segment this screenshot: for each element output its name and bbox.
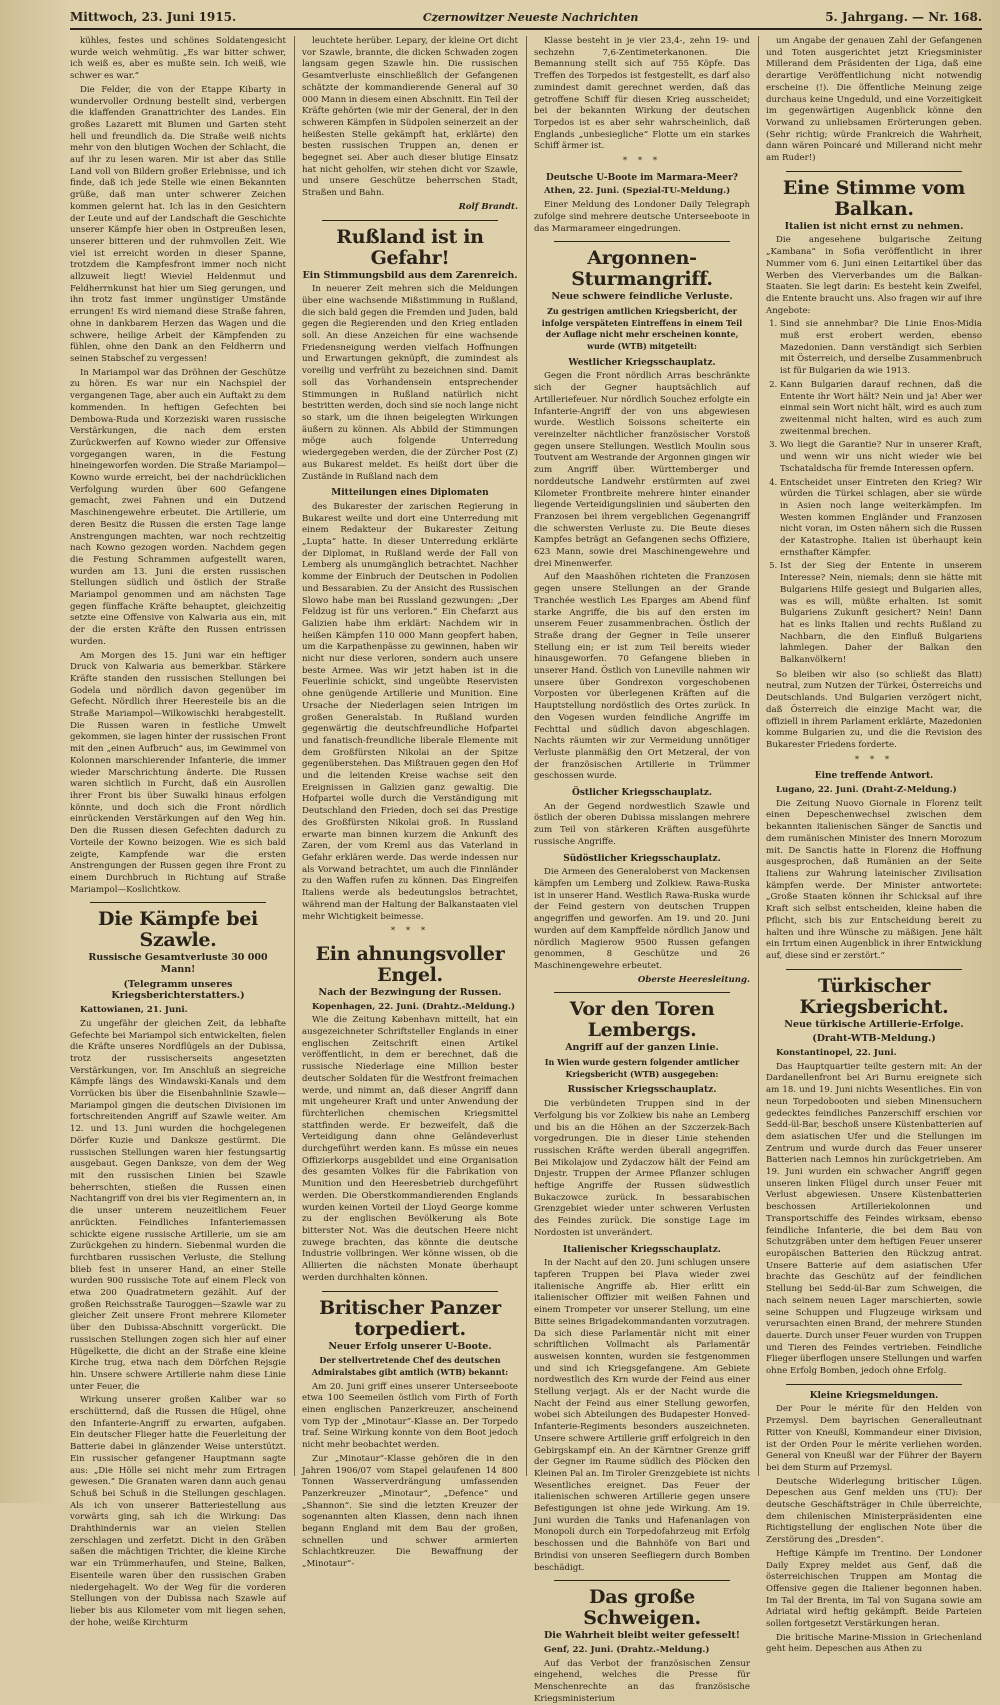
list-item: 5. Ist der Sieg der Entente in unserem Interesse? Nein, niemals; denn sie hätte mit Bulgariens Hilfe gesiegt und Bulgarien alles, was es will, müßte erhalten. Ist somit Bulgariens Zukunft gesichert? Nein! Dann hat es links Italien und rechts Rußland zu Nachbarn, die den Einfluß Bulgariens lahmlegen. Daher der Balkan den Balkanvölkern!: [780, 561, 982, 666]
divider: [786, 969, 962, 970]
paragraph: Deutsche Widerlegung britischer Lügen. Depeschen aus Genf melden uns (TU): Der deutsche Geschäftsträger in Chile überreichte, dem chilenischen Ministerpräsidenten eine Richtigstellung der englischen Note über die Zerstörung des „Dresden“.: [766, 1476, 982, 1546]
paragraph: In neuerer Zeit mehren sich die Meldungen über eine wachsende Mißstimmung in Rußland, die sich bald gegen die Fremden und Juden, bald gegen die Regierenden und den Krieg entladen soll. An diese Anzeichen für eine wachsende Friedensneigung werden vielfach Hoffnungen und Erwartungen geknüpft, die zumindest als voreilig und verfrüht zu bezeichnen sind. Damit soll das Vorhandensein entsprechender Stimmungen in Rußland natürlich nicht bestritten werden, doch sind sie noch lange nicht so stark, um die ihnen beigelegten Wirkungen äußern zu können. Als Abbild der Stimmungen möge auch folgende Unterredung wiedergegeben werden, die der Zürcher Post (Z) aus Bukarest meldet. Es heißt dort über die Zustände in Rußland nach dem: [302, 284, 518, 482]
paragraph: um Angabe der genauen Zahl der Gefangenen und Toten ausgerichtet jetzt Kriegsminister Millerand dem Präsidenten der Liga, daß eine derartige Veröffentlichung nicht notwendig erscheine (!). Die öffentliche Meinung zeige durchaus keine Ungeduld, und eine Vorzeitigkeit im gegenwärtigen Augenblick könne den Vorwand zu unliebsamen Erörterungen geben. (Sehr richtig; würde Frankreich die Wahrheit, dann wären Poincaré und Millerand nicht mehr am Ruder!): [766, 36, 982, 164]
article-body: [534, 371, 750, 783]
dateline: Kopenhagen, 22. Juni. (Drahtz.-Meldung.): [312, 1001, 516, 1012]
article-body: [534, 1258, 750, 1574]
section-heading: Südöstlicher Kriegsschauplatz.: [563, 853, 721, 864]
paragraph: Das Hauptquartier teilte gestern mit: An der Dardanellenfront bei Ari Burnu ereignete sich am 18. und 19. Juni nichts Wesentliches. Ein von neun Torpedobooten und sieben Minensuchern gedecktes feindliches Panzerschiff erschien vor Sedd-ül-Bar, beschoß unsere Küstenbatterien auf dem asiatischen Ufer und die Stellungen im Zentrum und wurde durch das Feuer unserer Batterien nach Lemnos hin zurückgetrieben. Am 19. Juni wurden ein schwacher Angriff gegen unseren linken Flügel durch unser Feuer mit Verlust abgewiesen. Unsere Küstenbatterien beschossen Artilleriekolonnen und Transportschiffe des Feindes wirksam, ebenso feindliche Infanterie, die bei dem Bau von Schutzgräben unter dem heftigen Feuer unserer europäischen Batterien den Rückzug antrat. Unsere Batterie auf dem asiatischen Ufer brachte das Geschütz auf der feindlichen Stellung bei Sedd-ül-Bar zum Schweigen, die nach seinem neuen Lager marschierten, sowie seine Schuppen und Flugzeuge wirksam und verursachten einen Brand, der mehrere Stunden dauerte. Durch unser Feuer wurden von Truppen und Tieren des Feindes vertrieben. Feindliche Flieger überflogen unsere Stellungen und warfen ohne Erfolg Bomben, jedoch ohne Erfolg.: [766, 1061, 982, 1377]
divider: [554, 241, 730, 242]
subhead: Italien ist nicht ernst zu nehmen.: [784, 220, 964, 232]
subhead: Nach der Bezwingung der Russen.: [318, 986, 502, 998]
subhead: Neuer Erfolg unserer U-Boote.: [328, 1340, 492, 1352]
article-continuation: [766, 36, 982, 165]
article-body: [534, 802, 750, 849]
paragraph: Zur „Minotaur“-Klasse gehören die in den Jahren 1906/07 vom Stapel gelaufenen 14 800 Tonnen Wasserverdrängung umfassenden Panzerkreuzer „Minotaur“, „Defence“ und „Shannon“. Sie sind die letzten Kreuzer der sogenannten alten Klassen, denn nach ihnen begann England mit dem Bau der großen, schnellen und schwer armierten Schlachtkreuzer. Die Bewaffnung der „Minotaur“-: [302, 1453, 518, 1570]
separator-stars: * * *: [390, 926, 430, 937]
masthead-date: Mittwoch, 23. Juni 1915.: [70, 10, 237, 24]
subhead: Russische Gesamtverluste 30 000 Mann!: [88, 952, 268, 976]
headline-lemberg: Vor den Toren Lembergs.: [569, 998, 715, 1042]
article-body: [302, 1382, 518, 1571]
divider: [786, 171, 962, 172]
notice: In Wien wurde gestern folgender amtlicher Kriegsbericht (WTB) ausgegeben:: [544, 1057, 740, 1079]
divider: [322, 1291, 498, 1292]
paragraph: Wie die Zeitung København mitteilt, hat ein ausgezeichneter Schriftsteller Englands in einer englischen Zeitschrift einen Artikel veröffentlicht, in dem er berechnet, daß die russische Niederlage eine Million bester deutscher Soldaten für die Westfront freimachen werde, und nimmt an, daß dieser Angriff dann mit ungeheurer Kraft und unter Anwendung der fürchterlichen chemischen Kriegsmittel stattfinden werde. Er bezweifelt, daß die Verteidigung dann ohne Geländeverlust durchgeführt werden kann. Es müsse ein neues Offizierkorps ausgebildet und eine Organisation des gesamten Volkes für die Fabrikation von Munition und den Heeresbetrieb durchgeführt werden. Die Oberstkommandierenden Englands wurden keinen Vorteil der Lloyd George komme zu der englischen Bevölkerung als Bote bitterster Not. Was die deutschen Heere nicht zuwege brachten, das könnte die deutsche Industrie vollbringen. Wer könne wissen, ob die Alliierten die nächsten Monate überhaupt werden durchhalten können.: [302, 1015, 518, 1283]
headline-szawle: Die Kämpfe bei Szawle.: [98, 908, 258, 952]
divider: [90, 902, 266, 903]
signature: Oberste Heeresleitung.: [637, 974, 750, 985]
dateline: Athen, 22. Juni. (Spezial-TU-Meldung.): [544, 186, 731, 197]
article-body: [766, 670, 982, 752]
list-item: 1. Sind sie annehmbar? Die Linie Enos-Midia muß erst erobert werden, ebenso Mazedonien. Dann verständigt sich Serbien mit Österreich, und derselbe Zusammenbruch ist für Bulgarien da wie 1913.: [780, 319, 982, 378]
article-body: [302, 1015, 518, 1284]
article-continuation: [534, 36, 750, 153]
paragraph: In der Nacht auf den 20. Juni schlugen unsere tapferen Truppen bei Plava wieder zwei italienische Angriffe ab. Hier erlitt ein italienischer Offizier mit weißen Fahnen und einem Trompeter vor unserer Stellung, um eine Bitte seines Brigadekommandanten vorzutragen. Da sich diese Parlamentär nicht mit einer schriftlichen Vollmacht als Parlamentär ausweisen konnten, wurden sie festgenommen und sind ich Kriegsgefangene. Am Gebiete nordwestlich des Krn wurde der Feind aus einer Stellung verjagt. Als er der Nacht wurde die Nacht der Feind aus einer Stellung geworfen, wobei sich Abteilungen des Budapester Honved-Infanterie-Regiments besonders auszeichneten. Unsere schwere Artillerie griff erfolgreich in den Gebirgskampf ein. An der Kärntner Grenze griff der Gegner im Raume südlich des Plöcken den Kleinen Pal an. Im Tiroler Grenzgebiete ist nichts Wesentliches ereignet. Das Feuer der italienischen schweren Artillerie gegen unsere Befestigungen ist ohne jede Wirkung. Am 19. Juni wurden die Tanks und Hafenanlagen von Monopoli durch ein Torpedofahrzeug mit Erfolg beschossen und die Bahnhöfe von Bari und Brindisi von unseren Seefliegern durch Bomben beschädigt.: [534, 1258, 750, 1573]
section-heading: Eine treffende Antwort.: [814, 771, 934, 782]
list-item: 4. Entscheidet unser Eintreten den Krieg? Wir würden die Türkei schlagen, aber sie würde in Asien noch lange weiterkämpfen. Im Westen kommen Engländer und Franzosen nicht voran, im Osten nähern sich die Russen der Katastrophe. Italien ist überhaupt kein ernsthafter Kämpfer.: [780, 478, 982, 560]
column-2: [294, 36, 518, 1570]
paragraph: An der Gegend nordwestlich Szawle und östlich der oberen Dubissa misslangen mehrere zum Teil von stärkeren Kräften ausgeführte russische Angriffe.: [534, 801, 750, 847]
article-body: [534, 200, 750, 235]
notice: Zu gestrigen amtlichen Kriegsbericht, der infolge verspäteten Eintreffens in einem Teil der Auflage nicht mehr erscheinen konnte, wurde (WTB) mitgeteilt:: [541, 305, 743, 352]
article-body: [534, 1659, 750, 1705]
column-1: [70, 36, 286, 1628]
paragraph: Die angesehene bulgarische Zeitung „Kambana“ in Sofia veröffentlicht in ihrer Nummer vom 6. Juni einen Leitartikel über das Werben des Vierverbandes um die Balkan-Staaten. Sie legt darin: Es besteht kein Zweifel, die Entente braucht uns. Also fragen wir auf ihre Angebote:: [766, 235, 982, 316]
divider: [322, 220, 498, 221]
section-heading: Kleine Kriegsmeldungen.: [809, 1390, 939, 1401]
subhead: Neue schwere feindliche Verluste.: [551, 291, 733, 303]
paragraph: Auf den Maashöhen richteten die Franzosen gegen unsere Stellungen an der Grande Tranchée westlich Les Eparges am Abend fünf starke Angriffe, die bis auf den ersten im unserem Feuer zusammenbrachen. Östlich der Straße drang der Gegner in Teile unserer Stellung ein; er ist zum Teil bereits wieder hinausgeworfen. 70 Gefangene blieben in unserer Hand. Östlich von Luneville nahmen wir unsere über Gondrexon vorgeschobenen Vorposten vor überlegenen Kräften auf die Hauptstellung nordöstlich des Ortes zurück. In den Vogesen wurden feindliche Angriffe im Fechttal und südlich davon abgeschlagen. Nachts räumten wir zur Vermeidung unnötiger Verluste planmäßig den Ort Metzeral, der von der französischen Artillerie in Trümmer geschossen wurde.: [534, 572, 750, 782]
headline-panzer: Britischer Panzer torpediert.: [319, 1296, 501, 1340]
paragraph: Gegen die Front nördlich Arras beschränkte sich der Gegner hauptsächlich auf Artilleriefeuer. Nur nördlich Souchez erfolgte ein Infanterie-Angriff der von uns abgewiesen wurde. Westlich Soissons scheiterte ein vereinzelter nächtlicher französischer Vorstoß gegen unsere Stellungen. Westlich Moulin sous Toutvent am Westrande der Argonnen gingen wir zum Angriff über. Württemberger und norddeutsche Landwehr erstürmten auf zwei Kilometer Frontbreite mehrere hinter einander liegende Verteidigungslinien und säuberten den Franzosen bei ihrem vergeblichen Gegenangriff die schwersten Verluste zu. Die Beute dieses Kampfes beträgt an Gefangenen sechs Offiziere, 623 Mann, sowie drei Maschinengewehre und drei Minenwerfer.: [534, 371, 750, 569]
headline-schweigen: Das große Schweigen.: [583, 1586, 701, 1630]
article-body: [302, 502, 518, 923]
masthead: [70, 10, 982, 30]
dateline: Konstantinopel, 22. Juni.: [776, 1048, 897, 1059]
headline-tuerkei: Türkischer Kriegsbericht.: [799, 974, 949, 1018]
article-body: [534, 867, 750, 972]
dateline: Lugano, 22. Juni. (Draht-Z-Meldung.): [776, 785, 957, 796]
dateline: Genf, 22. Juni. (Drahtz.-Meldung.): [544, 1644, 710, 1655]
section-heading: Italienischer Kriegsschauplatz.: [563, 1244, 721, 1255]
question-list: [780, 319, 982, 666]
article-body: [534, 1099, 750, 1239]
headline-balkan: Eine Stimme vom Balkan.: [782, 176, 966, 220]
notice: Der stellvertretende Chef des deutschen Admiralstabes gibt amtlich (WTB) bekannt:: [311, 1355, 509, 1377]
article-body: [302, 284, 518, 483]
article-body: [766, 799, 982, 963]
paragraph: Auf das Verbot der französischen Zensur eingehend, welches die Presse für Menschenrechte an das französische Kriegsministerium: [534, 1658, 750, 1704]
column-4: [758, 36, 982, 1655]
paragraph: Die verbündeten Truppen sind in der Verfolgung bis vor Zolkiew bis nahe an Lemberg und bis an die Höhen an der Szczerzek-Bach vorgedrungen. Die in dieser Linie stehenden russischen Kräfte werden überall angegriffen. Bei Mikolajow und Zydaczow hält der Feind am Dnjestr. Truppen der Armee Pflanzer schlugen heftige Angriffe der Russen südwestlich Bukaczowce zurück. In bessarabischen Grenzgebiet wieder unter schweren Verlusten des Feindes zurück. Die sonstige Lage im Nordosten ist unverändert.: [534, 1099, 750, 1238]
separator-stars: * * *: [622, 156, 662, 167]
paragraph: In Mariampol war das Dröhnen der Geschütze zu hören. Es war nur ein Nachspiel der vergangenen Tage, aber auch ein Auftakt zu dem kommenden. In heftigen Gefechten bei Dembowa-Ruda und Korzeziski waren russische Verstärkungen, die nach dem ersten Zurückwerfen auf Kowno wieder zur Offensive vorgegangen waren, in die Festung hineingeworfen worden. Die Straße Mariampol—Kowno wurde erreicht, bei der nachdrücklichen Verfolgung wurden über 600 Gefangene gemacht, zwei Fahnen und ein Dutzend Maschinengewehre erbeutet. Die Artillerie, um deren Besitz die Russen die ersten Tage lange Anstrengungen machten, war noch rechtzeitig nach Kowno gezogen worden. Nachdem gegen die Festung Schrammen aufgestellt waren, wurden am 13. Juni die ersten russischen Stellungen südlich und östlich der Straße Mariampol genommen und am nächsten Tage gegen fünffache Kräfte behauptet, gleichzeitig setzte eine Offensive von Kalwaria aus ein, mit der die ersten Kräfte den Russen entrissen wurden.: [70, 367, 286, 647]
list-item: 3. Wo liegt die Garantie? Nur in unserer Kraft, und wenn wir uns nicht wieder wie bei Tschataldscha für fremde Interessen opfern.: [780, 440, 982, 475]
section-heading: Westlicher Kriegsschauplatz.: [568, 357, 716, 368]
subhead: Angriff auf der ganzen Linie.: [565, 1042, 719, 1054]
paragraph: Die Armeen des Generaloberst von Mackensen kämpfen um Lemberg und Zolkiew. Rawa-Ruska ist in unserer Hand. Westlich Rawa-Ruska wurde der Feind gestern von deutschen Truppen angegriffen und geworfen. Am 19. und 20. Juni wurden auf dem Kampffelde nördlich Janow und nördlich Magierow 9500 Russen gefangen genommen, 8 Geschütze und 26 Maschinengewehre erbeutet.: [534, 867, 750, 971]
paragraph: Die britische Marine-Mission in Griechenland geht heim. Depeschen aus Athen zu: [766, 1632, 982, 1655]
paragraph: des Bukarester der zarischen Regierung in Bukarest weilte und dort eine Unterredung mit einem Redakteur der Bukarester Zeitung „Lupta“ hatte. In dieser Unterredung erklärte der Diplomat, in Rußland werde der Fall von Lemberg als unumgänglich betrachtet. Nachher komme der Einbruch der Deutschen in Podolien und Bessarabien. Zu der Ansicht des Russischen Slowo habe man bei Russland gezwungen: „Der Feldzug ist für uns verloren.“ Ein Chefarzt aus Galizien habe ihm erklärt: Nachdem wir in heißen Kämpfen 110 000 Mann geopfert haben, um die Karpathenpässe zu gewinnen, haben wir nicht nur diese verloren, sondern auch unsere beste Armee. Was wir jetzt haben ist in die Feuerlinie schickt, sind ungeübte Reservisten ohne genügende Artillerie und Munition. Eine Ursache der Niederlagen seien Intrigen im großen Generalstab. In Rußland wurden gegenwärtig die deutschfreundliche Hofpartei und fanatisch-freundliche liberale Elemente mit dem Großfürsten Nikolai an der Spitze gegenüberstehen. Das Mißtrauen gegen den Hof und die leitenden Kreise wachse seit den Ereignissen in Galizien ganz gewaltig. Die Hofpartei wolle durch die Verständigung mit Deutschland den Frieden, doch sei das Prestige des Großfürsten Nikolai groß. In Russland erwarte man binnen kurzem die Ankunft des Zaren, der vom Kreml aus das Vaterland in Gefahr erklären werde. Das werde indessen nur als Vorwand betrachtet, um auch die Finnländer zu den Waffen rufen zu können. Das Eingreifen Italiens werde als bedeutungslos betrachtet, während man der Haltung der Balkanstaaten viel mehr Wichtigkeit beimesse.: [302, 501, 518, 922]
paragraph: So bleiben wir also (so schließt das Blatt) neutral, zum Nutzen der Türkei, Österreichs und Deutschlands. Und Bulgarien verzögert nicht, daß Österreich die einzige Macht war, die offiziell in ihrem Parlament erklärte, Mazedonien komme Bulgarien zu, und die die Revision des Bukarester Friedens forderte.: [766, 669, 982, 750]
paragraph: Am 20. Juni griff eines unserer Unterseeboote etwa 100 Seemeilen östlich vom Firth of Forth einen englischen Panzerkreuzer, anscheinend vom Typ der „Minotaur“-Klasse an. Der Torpedo traf. Seine Wirkung konnte von dem Boot jedoch nicht mehr beobachtet werden.: [302, 1381, 518, 1451]
divider: [554, 992, 730, 993]
article-body: [766, 1062, 982, 1378]
separator-stars: * * *: [854, 754, 894, 765]
section-heading: Östlicher Kriegsschauplatz.: [571, 788, 712, 799]
masthead-title: Czernowitzer Neueste Nachrichten: [422, 11, 639, 24]
paragraph: Klasse besteht in je vier 23,4-, zehn 19- und sechzehn 7,6-Zentimeterkanonen. Die Bemannung stellt sich auf 755 Köpfe. Das Treffen des Torpedos ist festgestellt, es darf also zumindest damit gerechnet werden, daß das getroffene Schiff für diesen Krieg ausscheidet; bei der bekannten Wirkung der deutschen Torpedos ist es aber sehr wahrscheinlich, daß Englands „unbesiegliche“ Flotte um ein starkes Schiff ärmer ist.: [534, 36, 750, 152]
paragraph: leuchtete herüber. Lepary, der kleine Ort dicht vor Szawle, brannte, die dicken Schwaden zogen langsam gegen Szawle hin. Die russischen Gesamtverluste einschließlich der Gefangenen schätzte der kommandierende General auf 30 000 Mann in diesem einen Abschnitt. Ein Teil der Kräfte gehörten (wie mir der General, der in den schweren Kämpfen in Südpolen seinerzeit an der heißesten Stelle gekämpft hat, erklärte) den besten russischen Truppen an, denen er begegnet sei. Aber auch dieser blutige Einsatz hat nicht geholfen, wir stehen dicht vor Szawle, und unsere Geschütze beherrschen Stadt, Straßen und Bahn.: [302, 36, 518, 199]
subhead: Ein Stimmungsbild aus dem Zarenreich.: [302, 269, 518, 281]
headline-engel: Ein ahnungsvoller Engel.: [315, 942, 505, 986]
section-heading: Deutsche U-Boote im Marmara-Meer?: [546, 172, 738, 183]
subhead: Die Wahrheit bleibt weiter gefesselt!: [544, 1630, 740, 1642]
headline-russland: Rußland ist in Gefahr!: [336, 225, 484, 269]
paragraph: Am Morgen des 15. Juni war ein heftiger Druck von Kalwaria aus bemerkbar. Stärkere Kräfte standen den russischen Stellungen bei Godela und nördlich davon gegenüber im Gefecht. Nördlich ihrer Heeresteile bis an die Straße Mariampol—Wilkowischki herabgestellt. Die Russen waren in festliche Umwelt gekommen, sie lagen hinter der russischen Front mit den „einen Aufbruch“ aus, im Gewimmel von Kolonnen marschierender Infanterie, die immer wieder Marschrichtung änderte. Die Russen waren sichtlich in Furcht, daß ein Ausrollen ihrer Front bis über Suwalki hinaus erfolgen könnte, und doch sich die Front nördlich einrückenden Verstärkungen auf den Weg hin. Den die Russen diesen Gefechten dadurch zu Vorteile der Kowno beizogen. Wie es sich bald zeigte, Kampfende war die ersten Anstrengungen der Russen gegen ihre Front zu einem Durchbruch in Richtung auf Straße Mariampol—Koslichtkow.: [70, 650, 286, 895]
masthead-issue: 5. Jahrgang. — Nr. 168.: [825, 10, 982, 24]
article-body: [70, 1019, 286, 1630]
paragraph: Einer Meldung des Londoner Daily Telegraph zufolge sind mehrere deutsche Unterseeboote in das Marmarameer eingedrungen.: [534, 200, 750, 234]
subhead: Neue türkische Artillerie-Erfolge.: [784, 1018, 964, 1030]
article-body: [766, 235, 982, 317]
headline-argonnen: Argonnen-Sturmangriff.: [571, 247, 713, 291]
paragraph: Der Pour le mérite für den Helden von Przemysl. Dem bayrischen Generalleutnant Ritter von Kneußl, Kommandeur einer Division, ist der Orden Pour le mérite verliehen worden. General von Kneußl war der Führer der Bayern bei dem Sturm auf Przemysl.: [766, 1404, 982, 1473]
paragraph: Wirkung unserer großen Kaliber war so erschütternd, daß die Russen die Hügel, ohne den Infanterie-Angriff zu erwarten, aufgaben. Ein deutscher Flieger hatte die Feuerleitung der Batterie dabei in glänzender Weise unterstützt. Ein russischer gefangener Hauptmann sagte aus: „Die Hölle sei nicht mehr zum Ertragen gewesen.“ Die Granaten waren dann auch genau Schuß bei Schuß in die Stellungen geschlagen. Als ich von unserer Batteriestellung aus vorwärts ging, sah ich die Wirkung: Das Drahthindernis war an vielen Stellen zerschlagen und zerfetzt. Dicht in den Gräben saßen die mächtigen Trichter, die kleine Kirche war ein Trümmerhaufen, und Steine, Balken, Eisenteile waren über den russischen Graben niedergehagelt. Wo der Weg für die vorderen Stellungen von der Dubissa nach Szawle auf lieber bis aus Kilometer vom mit liegen sehen, der hohe, weiße Kirchturm: [70, 1395, 286, 1628]
article-continuation: [302, 36, 518, 200]
author-signature: Rolf Brandt.: [458, 201, 518, 212]
dateline: Kattowianen, 21. Juni.: [80, 1005, 188, 1016]
paragraph: Die Felder, die von der Etappe Kibarty in wundervoller Ordnung bestellt sind, verbergen die klaffenden Granattrichter des Landes. Ein großes Lazarett mit Blumen und Garten steht hell und freundlich da. Die Straße weiß nichts mehr von den blutigen Wochen der Schlacht, die auf ihr zu lesen waren. Mir ist aber das Stille Land voll von Bildern großer Erlebnisse, und ich finde, daß ich jede Stelle wie einen Bekannten grüße, daß man unter schwerer Zeichen kommen gelernt hat. Ich las in den Gesichtern der Leute und auf der Landschaft die Geschichte unserer Kämpfe hier oben in Ostpreußen lesen, unserer bitteren und der ruhmvollen Zeit. Wie viel ist erreicht worden in dieser Spanne, trotzdem die Kampfesfront immer noch nicht allzuweit liegt! Wieviel Heldenmut und Feldherrnkunst hat hier um Sieg gerungen, und ihn trotz fast immer ungünstiger Umstände errungen! Es wird niemand diese Straße fahren, ohne in dankbarem Herzen das Wagen und die schwere, heilige Arbeit der Kämpfenden zu fühlen, ohne den Dank an den Feldherrn und seinen Stabschef zu vergessen!: [70, 84, 286, 364]
article-continuation: [70, 36, 286, 896]
column-3: [526, 36, 750, 1704]
section-heading: Russischer Kriegsschauplatz.: [567, 1085, 717, 1096]
divider: [554, 1580, 730, 1581]
article-body: [766, 1404, 982, 1656]
list-item: 2. Kann Bulgarien darauf rechnen, daß die Entente ihr Wort hält? Nein und ja! Aber wer einmal sein Wort nicht hält, wird es auch zum zweitenmal nicht halten, wird es auch zum zweitenmal brechen.: [780, 380, 982, 439]
subhead-source: (Telegramm unseres Kriegsberichterstatters.): [111, 978, 245, 1002]
columns: [70, 36, 982, 1704]
paragraph: kühles, festes und schönes Soldatengesicht wurde weich wehmütig. „Es war bitter schwer, ich weiß es, aber es mußte sein. Ich weiß, wie schwer es war.“: [70, 36, 286, 82]
paragraph: Heftige Kämpfe im Trentino. Der Londoner Daily Exprey meldet aus Genf, daß die österreichischen Truppen am Montag die Offensive gegen die Italiener begonnen haben. Im Tal der Brenta, im Tal von Sugana sowie am Adriatal wird heftig gekämpft. Beide Parteien sollen fortgesetzt Verstärkungen heran.: [766, 1548, 982, 1630]
subhead-source: (Draht-WTB-Meldung.): [812, 1033, 936, 1045]
paragraph: Die Zeitung Nuovo Giornale in Florenz teilt einen Depeschenwechsel zwischen dem bekannten italienischen Sänger de Sanctis und dem rumänischen Minister des Innern Morozum mit. De Sanctis hatte in Florenz die Hoffnung ausgesprochen, daß Rumänien an der Seite Italiens zur Wahrung lateinischer Zivilisation kämpfen werde. Der Minister antwortete: „Große Staaten können ihr Schicksal auf ihre Kraft sich selbst entscheiden, kleine haben die Pflicht, sich bis zur Entscheidung bereit zu halten und ihre Wünsche zu mäßigen. Jene hält ein Irrtum einen Augenblick in ihrer Entwicklung auf, diese sind er zerstört.“: [766, 798, 982, 961]
divider: [786, 1384, 962, 1385]
section-heading: Mitteilungen eines Diplomaten: [331, 488, 489, 499]
paragraph: Zu ungefähr der gleichen Zeit, da lebhafte Gefechte bei Mariampol sich entwickelten, fielen die Kräfte unseres Nordflügels an der Dubissa, trotz der russischerseits angesetzten Verstärkungen, vor. Im Anschluß an siegreiche Kämpfe längs des Windawski-Kanals und dem Vorrücken bis über die Eisenbahnlinie Szawle—Mariampol gingen die deutschen Divisionen im fortschreitenden Angriff auf Szawle weiter. Am 12. und 13. Juni wurden die hochgelegenen Dörfer Kuzie und Danksze gestürmt. Die russischen Stellungen waren hier festungsartig ausgebaut. Gegen Danksze, von dem der Weg mit den russischen Linien bei Szawle beherrschten, stießen die Russen einen Nachtangriff von drei bis vier Regimentern an, in die unser unterem neuzeitlichem Feuer anrückten. Feindliches Infanteriemassen schickte eigene russische Artillerie, um sie am Zurückgehen zu hindern. Siebenmal wurden die furchtbaren russischen Verluste, die Stellung blieb fest in unserer Hand, an einer Stelle wurden 900 russische Tote auf einem Fleck von etwa 200 Quadratmetern gezählt. Auf der großen Reichsstraße Tauroggen—Szawle war zu gleicher Zeit unsere Front mehrere Kilometer über den Dubissa-Abschnitt vorgerückt. Die russischen Stellungen zogen sich hier auf einer Hügelkette, die dicht an der Straße eine kleine Kirche trug, etwa nach dem Dörfchen Rejsgie hin. Unsere schwere Artillerie nahm diese Linie unter Feuer, die: [70, 1018, 286, 1392]
